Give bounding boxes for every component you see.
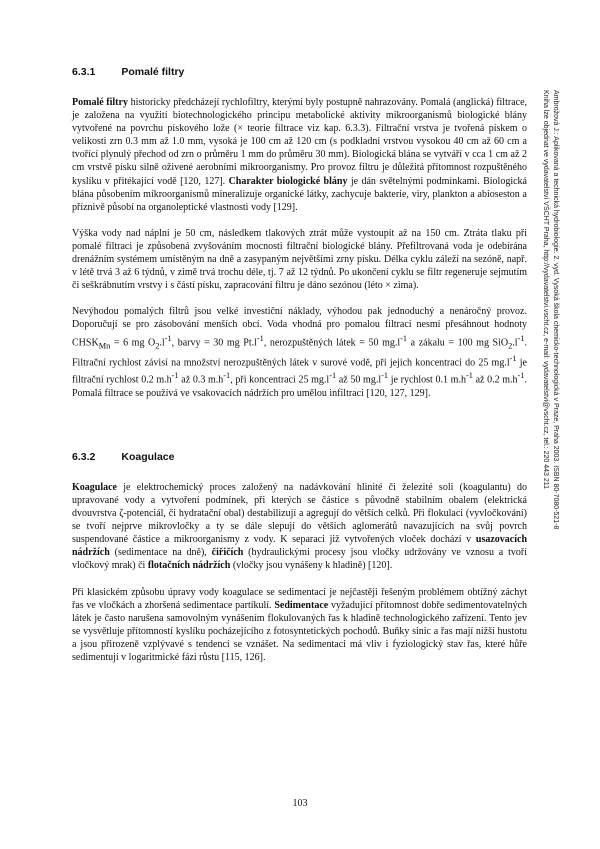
text-run: . Pomalá filtrace se používá ve vsakovacích nádržích pro umělou infiltraci [120, 127, 129]. [72, 374, 527, 399]
text-run: = 6 mg O [110, 336, 156, 348]
section-heading-koagulace [72, 451, 527, 463]
subscript: 2 [155, 340, 160, 350]
term-usazovaci-nadrze: usazovacích nádržích [72, 534, 527, 559]
paragraph-sedimentace [72, 586, 527, 665]
subscript: Mn [98, 340, 111, 350]
text-run: až 0.3 m.h [178, 374, 224, 386]
text-run: , při koncentraci 25 mg.l [230, 374, 330, 386]
text-run: , barvy = 30 mg Pt.l [171, 336, 257, 348]
text-run: až 0.2 m.h [472, 374, 518, 386]
text-run: (sedimentace na dně), [109, 547, 212, 559]
superscript: -1 [517, 333, 525, 343]
text-run: je filtrační rychlost 0.2 m.h [72, 357, 527, 386]
side-citation [541, 90, 560, 610]
term-sedimentace: Sedimentace [274, 599, 329, 611]
superscript: -1 [381, 371, 389, 381]
text-run: , nerozpuštěných látek = 50 mg.l [263, 336, 401, 348]
text-run: je elektrochemický proces založený na nadávkování hlinité či železité soli (koagulantu) do upravované vody a vytvoření podmínek, při kterých se částice s původně stabilním obalem (elektrická dvouvrstva ζ-potenciál, či hydratační obal) destabilizují a agregují do větších celků. Při flokulaci (vyvločkování) se tvoří nejprve mikrovločky a ty se dále slepují do větších aglomerátů navazujících na svůj povrch suspendované částice a mikroorganismy z vody. K separaci již vytvořených vloček dochází v [72, 481, 527, 546]
text-run: .l [159, 336, 165, 348]
text-run: . Filtrační rychlost závisí na množství nerozpuštěných látek v surové vodě, při jejich koncentraci do 25 mg.l [72, 336, 527, 369]
paragraph-water-level: Výška vody nad náplní je 50 cm, následkem tlakových ztrát může vystoupit až na 150 cm. Ztráta tlaku při pomalé filtraci je způsobená zvyšováním mocnosti filtrační biologické blány. Přefiltrovaná voda je odebírána drenážním systémem umístěným na dně a zasypaným největšími zrny písku. Délka cyklu záleží na sezóně, např. v létě trvá 3 až 6 týdnů, v zimě trvá trochu déle, tj. 7 až 12 týdnů. Po ukončení cyklu se filtr regeneruje sejmutím či seškrábnutím vrstvy i s částí písku, zapracování filtru je dáno sezónou (léto × zima). [72, 227, 527, 292]
section-title: Pomalé filtry [121, 66, 185, 78]
term-pomale-filtry: Pomalé filtry [72, 97, 128, 108]
page-number: 103 [292, 798, 308, 809]
text-run: .l [512, 336, 518, 348]
paragraph-koagulace-intro [72, 481, 527, 573]
text-run: historicky předcházejí rychlofiltry, kterými byly postupně nahrazovány. Pomalá (anglická) filtrace, je založena na využití biotechnologického principu metabolické aktivity mikroorganismů biologické blány vytvořené na povrchu pískového lože (× teorie filtrace viz kap. 6.3.3). Filtrační vrstva je tvořená pískem o velikosti zrn 0.3 mm až 1.0 mm, vysoká je 100 cm až 120 cm (s podkladní vrstvou vysokou 40 cm až 60 cm a tvořící plynulý přechod od zrn o průměru 1 mm do průměru 30 mm). Biologická blána se vytváří v cca 1 cm až 2 cm vrstvě písku silně oživené aerobními mikroorganismy. Pro provoz filtru je důležitá přítomnost rozpuštěného kyslíku v přitékající vodě [120, 127]. [72, 97, 528, 187]
text-run: (hydraulickými procesy jsou vločky udržovány ve vznosu a tvoří vločkový mrak) či [72, 547, 527, 572]
section-number: 6.3.1 [72, 66, 96, 78]
superscript: -1 [517, 371, 525, 381]
superscript: -1 [256, 333, 264, 343]
paragraph-disadvantages [72, 305, 527, 400]
text-run: je rychlost 0.1 m.h [388, 374, 466, 386]
subscript: 2 [508, 340, 513, 350]
text-run: vyžadující přítomnost dobře sedimentovatelných látek je často narušena samovolným vynášením flokulovaných řas k hladině technologického zařízení. Tento jev se vysvětluje přítomností kyslíku pocházejícího z fotosyntetických pochodů. Buňky sinic a řas mají nižší hustotu a jsou přirozeně vzplývavé s tendencí se vznášet. Na sedimentaci má vliv i fyziologický stav řas, které hůře sedimentují v logaritmické fázi růstu [115, 126]. [72, 599, 528, 663]
superscript: -1 [171, 371, 179, 381]
section-number: 6.3.2 [72, 450, 96, 463]
term-cirice: čiřičích [211, 547, 244, 559]
text-run: Při klasickém způsobu úpravy vody koagulace se sedimentací je nejčastěji řešeným problémem obtížný záchyt řas ve vločkách a zhoršená sedimentace partikulí. [72, 586, 527, 611]
term-flotacni-nadrze: flotačních nádržích [147, 560, 231, 572]
term-koagulace: Koagulace [72, 481, 117, 493]
text-run: až 50 mg.l [336, 374, 382, 386]
superscript: -1 [223, 371, 231, 381]
superscript: -1 [164, 333, 172, 343]
text-run: a zákalu = 100 mg SiO [407, 336, 509, 348]
superscript: -1 [509, 353, 517, 363]
section-heading-pomale-filtry [72, 66, 527, 78]
superscript: -1 [329, 371, 337, 381]
page-content [72, 66, 527, 664]
text-run: je dán světelnými podmínkami. Biologická blána působením mikroorganismů mineralizuje organické látky, zachycuje bakterie, viry, plankton a abioseston a příznivě působí na organoleptické vlastnosti vody [129]. [72, 175, 527, 213]
side-citation-line-1: Ambrožová J.: Aplikovaná a technická hydrobiologie. 2. vyd. Vysoká škola chemicko-technologická v Praze, Praha 2003. ISBN 80-7080-521-8 [552, 90, 559, 530]
side-citation-line-2: Kniha lze objednat ve vydavatelství VŠCHT Praha, http://vydavatelstvi.vscht.cz, e-mail: vydavatelstvi@vscht.cz, tel.: 220 443 211 [542, 90, 550, 490]
text-run: Nevýhodou pomalých filtrů jsou velké investiční náklady, výhodou pak jednoduchý a nenáročný provoz. Doporučují se pro zásobování menších obcí. Voda vhodná pro pomalou filtraci nesmí přesáhnout hodnoty CHSK [72, 306, 527, 348]
term-charakter-blany: Charakter biologické blány [228, 175, 348, 187]
text-run: (vločky jsou vynášeny k hladině) [120]. [230, 560, 393, 572]
section-title: Koagulace [121, 450, 175, 463]
superscript: -1 [400, 333, 408, 343]
paragraph-pomale-filtry-intro [72, 96, 527, 214]
superscript: -1 [465, 371, 473, 381]
